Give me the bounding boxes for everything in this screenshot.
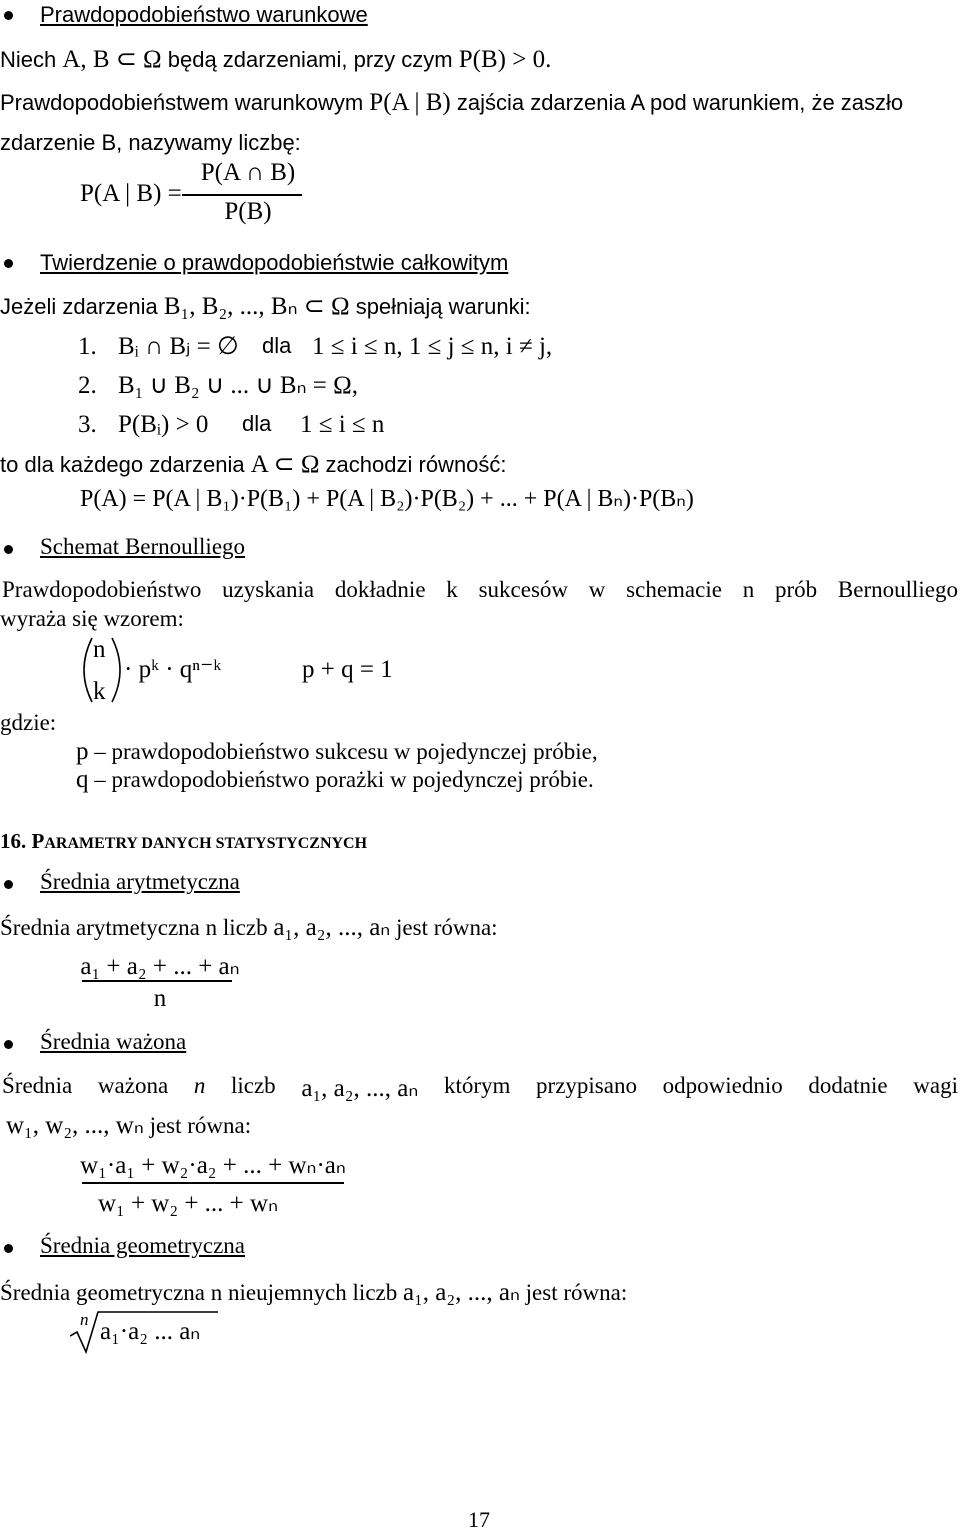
heading-geometric-mean: Średnia geometryczna — [40, 1233, 245, 1258]
bullet-total-probability — [4, 259, 13, 268]
weighted-mean-text-line-1 — [2, 1073, 958, 1103]
heading-weighted-mean: Średnia ważona — [40, 1029, 187, 1054]
condition-2-number: 2. — [78, 372, 97, 399]
geometric-mean-text: Średnia geometryczna n nieujemnych liczb a₁, a₂, ..., aₙ jest równa: — [0, 1279, 628, 1306]
arithmetic-mean-denominator: n — [153, 985, 167, 1012]
condition-3-expression: P(Bᵢ) > 0 — [118, 411, 209, 438]
binomial-bottom: k — [93, 678, 106, 705]
bullet-geometric-mean — [4, 1244, 13, 1253]
weighted-word: ważona — [97, 1073, 169, 1098]
condition-1-dla: dla — [262, 333, 292, 358]
total-probability-formula: P(A) = P(A | B₁)·P(B₁) + P(A | B₂)·P(B₂) + ... + P(A | Bₙ)·P(Bₙ) — [80, 486, 694, 512]
arithmetic-mean-fraction-bar — [82, 980, 232, 982]
weighted-word: liczb — [230, 1073, 276, 1098]
weighted-mean-denominator: w₁ + w₂ + ... + wₙ — [97, 1190, 279, 1217]
bernoulli-relation: p + q = 1 — [302, 656, 393, 683]
root-index: n — [80, 1310, 89, 1329]
total-conclusion: to dla każdego zdarzenia A ⊂ Ω zachodzi równość: — [0, 451, 507, 478]
conditional-line-1: Niech A, B ⊂ Ω będą zdarzeniami, przy czym P(B) > 0. — [0, 46, 552, 73]
arithmetic-mean-numerator: a₁ + a₂ + ... + aₙ — [80, 953, 240, 980]
conditional-fraction-bar — [182, 194, 302, 196]
weighted-mean-fraction-bar — [82, 1182, 344, 1184]
bullet-bernoulli — [4, 545, 13, 554]
conditional-line-2: Prawdopodobieństwem warunkowym P(A | B) zajścia zdarzenia A pod warunkiem, że zaszło — [0, 89, 904, 116]
arithmetic-mean-text: Średnia arytmetyczna n liczb a₁, a₂, ..., aₙ jest równa: — [0, 914, 498, 941]
weighted-word: przypisano — [536, 1073, 637, 1098]
weighted-word: odpowiednio — [662, 1073, 783, 1098]
condition-3-number: 3. — [78, 411, 97, 438]
bullet-conditional — [4, 11, 13, 20]
page-number: 17 — [468, 1507, 490, 1532]
bullet-arithmetic-mean — [4, 880, 13, 889]
binomial-right-paren — [112, 638, 120, 702]
conditional-formula-numerator: P(A ∩ B) — [200, 159, 296, 186]
weighted-word: a₁, a₂, ..., aₙ — [301, 1075, 419, 1102]
weighted-word: którym — [443, 1073, 511, 1098]
bernoulli-where-label: gdzie: — [0, 710, 57, 735]
heading-arithmetic-mean: Średnia arytmetyczna — [40, 869, 240, 894]
bernoulli-text-line-1: Prawdopodobieństwo uzyskania dokładnie k sukcesów w schemacie n prób Bernoulliego — [2, 577, 958, 602]
conditional-formula-lhs: P(A | B) = — [80, 180, 182, 207]
weighted-mean-text-line-2: w₁, w₂, ..., wₙ jest równa: — [6, 1112, 252, 1139]
binomial-left-paren — [84, 638, 92, 702]
condition-1-number: 1. — [78, 333, 97, 360]
conditional-formula-denominator: P(B) — [224, 198, 272, 225]
weighted-word: dodatnie — [808, 1073, 888, 1098]
bernoulli-where-q: q – prawdopodobieństwo porażki w pojedynczej próbie. — [76, 766, 594, 793]
bernoulli-formula-rest: · pᵏ · qⁿ⁻ᵏ — [124, 656, 222, 683]
condition-3-dla: dla — [242, 411, 272, 436]
weighted-word: wagi — [913, 1073, 958, 1098]
bullet-weighted-mean — [4, 1040, 13, 1049]
chapter-heading: 16. PARAMETRY DANYCH STATYSTYCZNYCH — [0, 829, 368, 853]
bernoulli-where-p: p – prawdopodobieństwo sukcesu w pojedynczej próbie, — [76, 738, 598, 765]
condition-1-range: 1 ≤ i ≤ n, 1 ≤ j ≤ n, i ≠ j, — [312, 333, 553, 360]
weighted-mean-numerator: w₁·a₁ + w₂·a₂ + ... + wₙ·aₙ — [80, 1152, 346, 1179]
condition-1-expression: Bᵢ ∩ Bⱼ = ∅ — [118, 333, 239, 360]
condition-2-expression: B₁ ∪ B₂ ∪ ... ∪ Bₙ = Ω, — [118, 372, 358, 399]
conditional-line-3: zdarzenie B, nazywamy liczbę: — [0, 130, 301, 155]
total-intro: Jeżeli zdarzenia B₁, B₂, ..., Bₙ ⊂ Ω spełniają warunki: — [0, 293, 531, 320]
condition-3-range: 1 ≤ i ≤ n — [300, 411, 385, 438]
heading-total-probability: Twierdzenie o prawdopodobieństwie całkowitym — [40, 250, 509, 275]
weighted-word: Średnia — [2, 1073, 73, 1098]
heading-bernoulli: Schemat Bernoulliego — [40, 534, 246, 559]
bernoulli-text-line-2: wyraża się wzorem: — [0, 606, 184, 631]
heading-conditional-probability: Prawdopodobieństwo warunkowe — [40, 2, 368, 27]
weighted-word: n — [193, 1073, 206, 1098]
geometric-radicand: a₁·a₂ ... aₙ — [100, 1318, 201, 1345]
binomial-top: n — [93, 636, 106, 663]
